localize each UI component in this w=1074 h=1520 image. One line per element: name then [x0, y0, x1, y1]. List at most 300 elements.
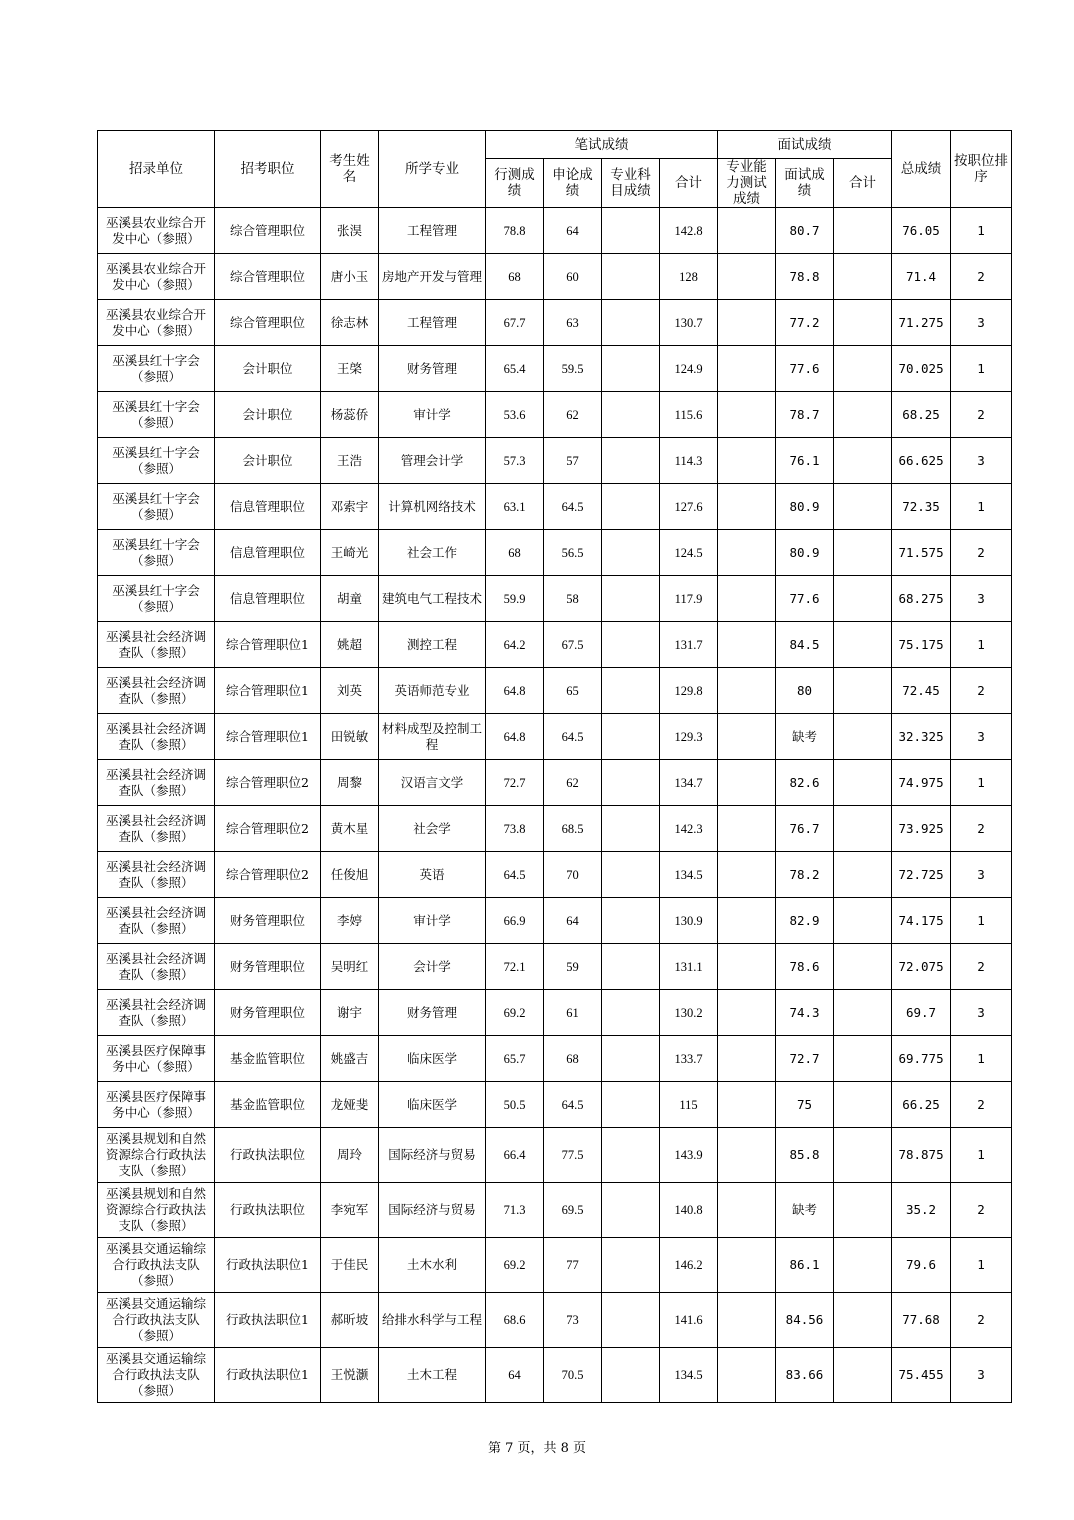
- cell-shenlun: 63: [544, 300, 602, 346]
- cell-ability: [718, 806, 776, 852]
- cell-written-total: 129.8: [660, 668, 718, 714]
- cell-name: 张淏: [321, 208, 379, 254]
- cell-unit: 巫溪县社会经济调查队（参照）: [98, 622, 215, 668]
- cell-ability: [718, 576, 776, 622]
- cell-unit: 巫溪县规划和自然资源综合行政执法支队（参照）: [98, 1128, 215, 1183]
- cell-subject: [602, 714, 660, 760]
- cell-interview-total: [834, 484, 892, 530]
- cell-unit: 巫溪县农业综合开发中心（参照）: [98, 300, 215, 346]
- cell-written-total: 124.9: [660, 346, 718, 392]
- cell-xingce: 64.8: [486, 668, 544, 714]
- cell-ability: [718, 898, 776, 944]
- cell-shenlun: 62: [544, 760, 602, 806]
- cell-unit: 巫溪县农业综合开发中心（参照）: [98, 254, 215, 300]
- cell-total: 71.575: [892, 530, 951, 576]
- cell-interview: 84.56: [776, 1293, 834, 1348]
- cell-major: 临床医学: [379, 1082, 486, 1128]
- cell-shenlun: 59.5: [544, 346, 602, 392]
- cell-subject: [602, 1348, 660, 1403]
- cell-interview: 78.2: [776, 852, 834, 898]
- cell-unit: 巫溪县红十字会（参照）: [98, 438, 215, 484]
- score-table: [97, 130, 1012, 1403]
- cell-total: 71.275: [892, 300, 951, 346]
- cell-total: 35.2: [892, 1183, 951, 1238]
- cell-shenlun: 62: [544, 392, 602, 438]
- header-interview-group: 面试成绩: [718, 131, 892, 159]
- cell-name: 王崎光: [321, 530, 379, 576]
- cell-position: 行政执法职位1: [215, 1293, 321, 1348]
- cell-ability: [718, 990, 776, 1036]
- cell-position: 综合管理职位: [215, 254, 321, 300]
- cell-unit: 巫溪县社会经济调查队（参照）: [98, 760, 215, 806]
- cell-name: 田锐敏: [321, 714, 379, 760]
- cell-written-total: 117.9: [660, 576, 718, 622]
- cell-position: 信息管理职位: [215, 576, 321, 622]
- cell-subject: [602, 576, 660, 622]
- cell-total: 32.325: [892, 714, 951, 760]
- table-row: [98, 714, 1012, 760]
- cell-xingce: 68: [486, 254, 544, 300]
- cell-rank: 1: [951, 1128, 1012, 1183]
- cell-interview: 77.2: [776, 300, 834, 346]
- cell-ability: [718, 1082, 776, 1128]
- cell-ability: [718, 300, 776, 346]
- cell-written-total: 115.6: [660, 392, 718, 438]
- cell-unit: 巫溪县社会经济调查队（参照）: [98, 668, 215, 714]
- cell-subject: [602, 1238, 660, 1293]
- cell-xingce: 69.2: [486, 990, 544, 1036]
- cell-major: 工程管理: [379, 208, 486, 254]
- cell-major: 材料成型及控制工程: [379, 714, 486, 760]
- cell-subject: [602, 208, 660, 254]
- cell-subject: [602, 668, 660, 714]
- cell-total: 66.625: [892, 438, 951, 484]
- cell-xingce: 66.9: [486, 898, 544, 944]
- cell-interview-total: [834, 438, 892, 484]
- cell-name: 黄木星: [321, 806, 379, 852]
- cell-position: 综合管理职位1: [215, 622, 321, 668]
- cell-name: 唐小玉: [321, 254, 379, 300]
- cell-name: 吴明红: [321, 944, 379, 990]
- cell-total: 75.175: [892, 622, 951, 668]
- cell-rank: 3: [951, 1348, 1012, 1403]
- table-row: [98, 944, 1012, 990]
- table-row: [98, 392, 1012, 438]
- cell-position: 综合管理职位1: [215, 668, 321, 714]
- cell-position: 财务管理职位: [215, 944, 321, 990]
- cell-unit: 巫溪县医疗保障事务中心（参照）: [98, 1036, 215, 1082]
- cell-name: 姚盛吉: [321, 1036, 379, 1082]
- cell-interview-total: [834, 530, 892, 576]
- cell-interview-total: [834, 576, 892, 622]
- cell-unit: 巫溪县交通运输综合行政执法支队（参照）: [98, 1238, 215, 1293]
- cell-interview-total: [834, 714, 892, 760]
- table-row: [98, 1082, 1012, 1128]
- cell-subject: [602, 484, 660, 530]
- cell-shenlun: 64: [544, 208, 602, 254]
- cell-subject: [602, 392, 660, 438]
- cell-shenlun: 69.5: [544, 1183, 602, 1238]
- cell-subject: [602, 254, 660, 300]
- header-total: 总成绩: [892, 131, 951, 208]
- cell-ability: [718, 714, 776, 760]
- cell-written-total: 140.8: [660, 1183, 718, 1238]
- cell-name: 周黎: [321, 760, 379, 806]
- cell-position: 信息管理职位: [215, 484, 321, 530]
- cell-written-total: 133.7: [660, 1036, 718, 1082]
- cell-position: 财务管理职位: [215, 898, 321, 944]
- cell-rank: 2: [951, 530, 1012, 576]
- cell-shenlun: 68.5: [544, 806, 602, 852]
- cell-subject: [602, 898, 660, 944]
- cell-position: 行政执法职位1: [215, 1348, 321, 1403]
- cell-xingce: 64.5: [486, 852, 544, 898]
- cell-interview: 82.6: [776, 760, 834, 806]
- cell-position: 综合管理职位2: [215, 852, 321, 898]
- cell-total: 72.45: [892, 668, 951, 714]
- cell-subject: [602, 760, 660, 806]
- cell-unit: 巫溪县红十字会（参照）: [98, 392, 215, 438]
- cell-subject: [602, 1036, 660, 1082]
- cell-shenlun: 77: [544, 1238, 602, 1293]
- cell-name: 胡童: [321, 576, 379, 622]
- table-row: [98, 484, 1012, 530]
- cell-interview: 74.3: [776, 990, 834, 1036]
- table-row: [98, 1036, 1012, 1082]
- cell-total: 74.175: [892, 898, 951, 944]
- table-row: [98, 530, 1012, 576]
- cell-name: 龙娅斐: [321, 1082, 379, 1128]
- cell-major: 汉语言文学: [379, 760, 486, 806]
- cell-unit: 巫溪县红十字会（参照）: [98, 484, 215, 530]
- cell-interview: 84.5: [776, 622, 834, 668]
- cell-subject: [602, 990, 660, 1036]
- cell-position: 行政执法职位: [215, 1183, 321, 1238]
- cell-ability: [718, 484, 776, 530]
- cell-interview-total: [834, 300, 892, 346]
- cell-position: 综合管理职位2: [215, 806, 321, 852]
- table-row: [98, 1348, 1012, 1403]
- cell-xingce: 69.2: [486, 1238, 544, 1293]
- cell-ability: [718, 1128, 776, 1183]
- cell-rank: 2: [951, 1293, 1012, 1348]
- cell-ability: [718, 1183, 776, 1238]
- cell-name: 李宛军: [321, 1183, 379, 1238]
- cell-subject: [602, 622, 660, 668]
- cell-major: 给排水科学与工程: [379, 1293, 486, 1348]
- cell-interview: 75: [776, 1082, 834, 1128]
- cell-ability: [718, 392, 776, 438]
- cell-interview-total: [834, 760, 892, 806]
- cell-written-total: 129.3: [660, 714, 718, 760]
- cell-interview: 80.9: [776, 484, 834, 530]
- cell-written-total: 130.7: [660, 300, 718, 346]
- cell-position: 基金监管职位: [215, 1036, 321, 1082]
- cell-interview-total: [834, 346, 892, 392]
- score-table-body: [98, 208, 1012, 1403]
- table-row: [98, 576, 1012, 622]
- cell-interview-total: [834, 1348, 892, 1403]
- cell-major: 社会学: [379, 806, 486, 852]
- cell-written-total: 130.2: [660, 990, 718, 1036]
- cell-rank: 3: [951, 300, 1012, 346]
- cell-major: 财务管理: [379, 990, 486, 1036]
- header-interview-total: 合计: [834, 159, 892, 208]
- cell-shenlun: 56.5: [544, 530, 602, 576]
- cell-name: 任俊旭: [321, 852, 379, 898]
- cell-written-total: 114.3: [660, 438, 718, 484]
- cell-subject: [602, 806, 660, 852]
- page-footer: 第 7 页，共 8 页: [487, 1441, 587, 1456]
- cell-interview: 78.6: [776, 944, 834, 990]
- cell-position: 基金监管职位: [215, 1082, 321, 1128]
- cell-rank: 1: [951, 484, 1012, 530]
- cell-major: 建筑电气工程技术: [379, 576, 486, 622]
- cell-unit: 巫溪县红十字会（参照）: [98, 530, 215, 576]
- cell-ability: [718, 1293, 776, 1348]
- cell-interview: 78.8: [776, 254, 834, 300]
- cell-unit: 巫溪县农业综合开发中心（参照）: [98, 208, 215, 254]
- header-rank: 按职位排序: [951, 131, 1012, 208]
- table-row: [98, 1293, 1012, 1348]
- cell-major: 财务管理: [379, 346, 486, 392]
- cell-xingce: 68.6: [486, 1293, 544, 1348]
- cell-interview-total: [834, 1238, 892, 1293]
- cell-interview: 80.7: [776, 208, 834, 254]
- cell-unit: 巫溪县交通运输综合行政执法支队（参照）: [98, 1348, 215, 1403]
- cell-shenlun: 77.5: [544, 1128, 602, 1183]
- cell-major: 审计学: [379, 392, 486, 438]
- table-row: [98, 622, 1012, 668]
- cell-rank: 2: [951, 1082, 1012, 1128]
- cell-shenlun: 65: [544, 668, 602, 714]
- cell-interview: 83.66: [776, 1348, 834, 1403]
- cell-rank: 3: [951, 852, 1012, 898]
- cell-name: 王棨: [321, 346, 379, 392]
- cell-name: 郝昕坡: [321, 1293, 379, 1348]
- table-row: [98, 208, 1012, 254]
- cell-shenlun: 64.5: [544, 1082, 602, 1128]
- cell-written-total: 146.2: [660, 1238, 718, 1293]
- cell-major: 临床医学: [379, 1036, 486, 1082]
- cell-interview-total: [834, 852, 892, 898]
- cell-position: 信息管理职位: [215, 530, 321, 576]
- header-unit: 招录单位: [98, 131, 215, 208]
- cell-total: 78.875: [892, 1128, 951, 1183]
- table-row: [98, 346, 1012, 392]
- cell-position: 行政执法职位: [215, 1128, 321, 1183]
- cell-ability: [718, 346, 776, 392]
- cell-written-total: 115: [660, 1082, 718, 1128]
- cell-total: 69.775: [892, 1036, 951, 1082]
- cell-unit: 巫溪县规划和自然资源综合行政执法支队（参照）: [98, 1183, 215, 1238]
- cell-interview-total: [834, 898, 892, 944]
- cell-total: 74.975: [892, 760, 951, 806]
- header-name: 考生姓名: [321, 131, 379, 208]
- cell-rank: 3: [951, 714, 1012, 760]
- cell-name: 王浩: [321, 438, 379, 484]
- cell-interview-total: [834, 990, 892, 1036]
- cell-name: 姚超: [321, 622, 379, 668]
- header-interview-ability: 专业能力测试成绩: [718, 159, 776, 208]
- cell-interview: 72.7: [776, 1036, 834, 1082]
- cell-ability: [718, 1036, 776, 1082]
- cell-xingce: 78.8: [486, 208, 544, 254]
- cell-xingce: 65.4: [486, 346, 544, 392]
- cell-shenlun: 64.5: [544, 484, 602, 530]
- cell-ability: [718, 622, 776, 668]
- cell-xingce: 65.7: [486, 1036, 544, 1082]
- cell-written-total: 142.3: [660, 806, 718, 852]
- cell-xingce: 72.1: [486, 944, 544, 990]
- cell-interview: 76.1: [776, 438, 834, 484]
- cell-subject: [602, 530, 660, 576]
- table-row: [98, 898, 1012, 944]
- cell-xingce: 64.2: [486, 622, 544, 668]
- header-written-total: 合计: [660, 159, 718, 208]
- cell-subject: [602, 1082, 660, 1128]
- cell-position: 会计职位: [215, 392, 321, 438]
- cell-unit: 巫溪县医疗保障事务中心（参照）: [98, 1082, 215, 1128]
- cell-total: 75.455: [892, 1348, 951, 1403]
- cell-xingce: 64: [486, 1348, 544, 1403]
- cell-xingce: 50.5: [486, 1082, 544, 1128]
- cell-ability: [718, 668, 776, 714]
- cell-unit: 巫溪县交通运输综合行政执法支队（参照）: [98, 1293, 215, 1348]
- cell-total: 76.05: [892, 208, 951, 254]
- cell-written-total: 141.6: [660, 1293, 718, 1348]
- cell-interview: 缺考: [776, 714, 834, 760]
- cell-written-total: 127.6: [660, 484, 718, 530]
- cell-shenlun: 64.5: [544, 714, 602, 760]
- table-row: [98, 668, 1012, 714]
- cell-written-total: 131.1: [660, 944, 718, 990]
- cell-position: 会计职位: [215, 438, 321, 484]
- cell-ability: [718, 1238, 776, 1293]
- cell-shenlun: 67.5: [544, 622, 602, 668]
- cell-rank: 1: [951, 208, 1012, 254]
- cell-ability: [718, 1348, 776, 1403]
- cell-unit: 巫溪县社会经济调查队（参照）: [98, 990, 215, 1036]
- cell-xingce: 68: [486, 530, 544, 576]
- cell-total: 72.35: [892, 484, 951, 530]
- cell-shenlun: 58: [544, 576, 602, 622]
- cell-xingce: 59.9: [486, 576, 544, 622]
- cell-interview: 86.1: [776, 1238, 834, 1293]
- cell-interview-total: [834, 806, 892, 852]
- cell-ability: [718, 208, 776, 254]
- cell-xingce: 66.4: [486, 1128, 544, 1183]
- cell-rank: 1: [951, 622, 1012, 668]
- cell-interview-total: [834, 208, 892, 254]
- cell-interview-total: [834, 944, 892, 990]
- table-row: [98, 300, 1012, 346]
- cell-interview-total: [834, 1128, 892, 1183]
- cell-subject: [602, 346, 660, 392]
- table-row: [98, 990, 1012, 1036]
- cell-rank: 3: [951, 990, 1012, 1036]
- header-interview-score: 面试成绩: [776, 159, 834, 208]
- cell-xingce: 64.8: [486, 714, 544, 760]
- cell-unit: 巫溪县社会经济调查队（参照）: [98, 852, 215, 898]
- cell-position: 行政执法职位1: [215, 1238, 321, 1293]
- cell-subject: [602, 300, 660, 346]
- cell-total: 68.275: [892, 576, 951, 622]
- header-written-group: 笔试成绩: [486, 131, 718, 159]
- cell-ability: [718, 852, 776, 898]
- cell-major: 国际经济与贸易: [379, 1183, 486, 1238]
- cell-shenlun: 68: [544, 1036, 602, 1082]
- cell-xingce: 73.8: [486, 806, 544, 852]
- cell-written-total: 131.7: [660, 622, 718, 668]
- cell-ability: [718, 944, 776, 990]
- cell-major: 社会工作: [379, 530, 486, 576]
- cell-xingce: 71.3: [486, 1183, 544, 1238]
- cell-interview: 80.9: [776, 530, 834, 576]
- cell-ability: [718, 438, 776, 484]
- cell-rank: 1: [951, 898, 1012, 944]
- cell-name: 李婷: [321, 898, 379, 944]
- cell-interview: 缺考: [776, 1183, 834, 1238]
- cell-subject: [602, 944, 660, 990]
- header-written-subject: 专业科目成绩: [602, 159, 660, 208]
- cell-written-total: 124.5: [660, 530, 718, 576]
- cell-total: 69.7: [892, 990, 951, 1036]
- cell-name: 王悦灏: [321, 1348, 379, 1403]
- header-written-shenlun: 申论成绩: [544, 159, 602, 208]
- cell-position: 综合管理职位1: [215, 714, 321, 760]
- cell-position: 综合管理职位: [215, 208, 321, 254]
- cell-rank: 1: [951, 760, 1012, 806]
- cell-xingce: 53.6: [486, 392, 544, 438]
- table-row: [98, 1128, 1012, 1183]
- cell-interview-total: [834, 392, 892, 438]
- cell-interview-total: [834, 622, 892, 668]
- cell-name: 于佳民: [321, 1238, 379, 1293]
- cell-total: 72.075: [892, 944, 951, 990]
- cell-rank: 1: [951, 1238, 1012, 1293]
- cell-unit: 巫溪县社会经济调查队（参照）: [98, 714, 215, 760]
- cell-interview-total: [834, 1082, 892, 1128]
- cell-interview-total: [834, 1293, 892, 1348]
- cell-written-total: 134.5: [660, 1348, 718, 1403]
- cell-written-total: 130.9: [660, 898, 718, 944]
- cell-shenlun: 73: [544, 1293, 602, 1348]
- cell-rank: 3: [951, 576, 1012, 622]
- cell-subject: [602, 1183, 660, 1238]
- cell-major: 国际经济与贸易: [379, 1128, 486, 1183]
- cell-written-total: 128: [660, 254, 718, 300]
- cell-major: 测控工程: [379, 622, 486, 668]
- cell-rank: 3: [951, 438, 1012, 484]
- cell-name: 邓索宇: [321, 484, 379, 530]
- cell-position: 会计职位: [215, 346, 321, 392]
- cell-interview: 77.6: [776, 576, 834, 622]
- cell-rank: 2: [951, 806, 1012, 852]
- cell-shenlun: 70.5: [544, 1348, 602, 1403]
- cell-shenlun: 60: [544, 254, 602, 300]
- cell-interview-total: [834, 254, 892, 300]
- cell-subject: [602, 438, 660, 484]
- cell-major: 会计学: [379, 944, 486, 990]
- cell-major: 英语师范专业: [379, 668, 486, 714]
- cell-written-total: 143.9: [660, 1128, 718, 1183]
- cell-shenlun: 64: [544, 898, 602, 944]
- cell-interview: 76.7: [776, 806, 834, 852]
- cell-name: 刘英: [321, 668, 379, 714]
- cell-total: 79.6: [892, 1238, 951, 1293]
- table-row: [98, 760, 1012, 806]
